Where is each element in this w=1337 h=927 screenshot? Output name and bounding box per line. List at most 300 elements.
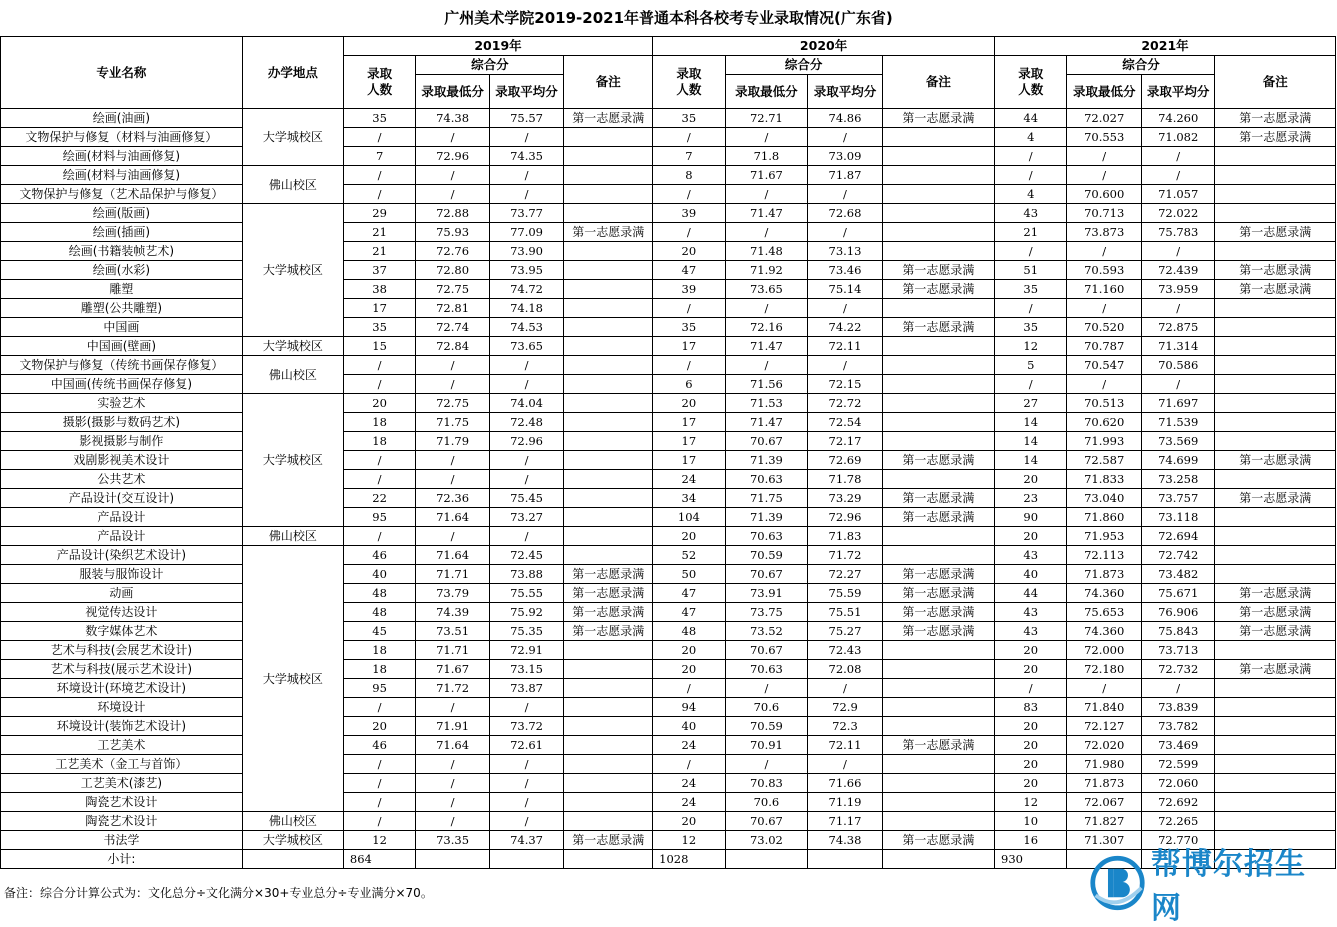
- min-score: 71.75: [725, 489, 808, 508]
- note: [564, 527, 653, 546]
- admit-count: 17: [653, 413, 725, 432]
- campus-name: 大学城校区: [242, 394, 343, 527]
- admit-count: 35: [995, 280, 1067, 299]
- avg-score-header: 录取平均分: [489, 75, 563, 109]
- campus-name: 大学城校区: [242, 546, 343, 812]
- note: [564, 394, 653, 413]
- min-score: /: [725, 299, 808, 318]
- admit-count: 95: [343, 679, 415, 698]
- campus-name: 佛山校区: [242, 812, 343, 831]
- min-score: 73.51: [416, 622, 489, 641]
- avg-score: /: [1141, 242, 1214, 261]
- admit-count: 14: [995, 432, 1067, 451]
- note: 第一志愿录满: [564, 584, 653, 603]
- min-score: /: [725, 223, 808, 242]
- avg-score: 71.19: [808, 793, 882, 812]
- note: [1215, 356, 1336, 375]
- avg-score: 72.265: [1141, 812, 1214, 831]
- min-score: /: [1067, 375, 1141, 394]
- admit-count: 8: [653, 166, 725, 185]
- avg-score: 75.59: [808, 584, 882, 603]
- avg-score: 71.66: [808, 774, 882, 793]
- table-row: [1, 356, 1336, 375]
- min-score: 73.040: [1067, 489, 1141, 508]
- min-score: 71.48: [725, 242, 808, 261]
- min-score: 71.980: [1067, 755, 1141, 774]
- admit-count: 21: [343, 242, 415, 261]
- admit-count: /: [653, 299, 725, 318]
- note: [1215, 774, 1336, 793]
- admit-count: 35: [343, 109, 415, 128]
- avg-score: 72.692: [1141, 793, 1214, 812]
- admit-count: /: [343, 128, 415, 147]
- min-score: 71.67: [725, 166, 808, 185]
- campus-name: 大学城校区: [242, 109, 343, 166]
- min-score: 73.52: [725, 622, 808, 641]
- min-score-header: 录取最低分: [1067, 75, 1141, 109]
- admit-count: 20: [653, 660, 725, 679]
- admit-count: 23: [995, 489, 1067, 508]
- admit-count: 24: [653, 736, 725, 755]
- empty-cell: [416, 850, 489, 869]
- avg-score: /: [489, 166, 563, 185]
- avg-score: 71.082: [1141, 128, 1214, 147]
- avg-score: 72.08: [808, 660, 882, 679]
- admit-count: 18: [343, 413, 415, 432]
- min-score: 70.513: [1067, 394, 1141, 413]
- min-score: /: [725, 128, 808, 147]
- min-score: /: [416, 356, 489, 375]
- note: [1215, 242, 1336, 261]
- avg-score-header: 录取平均分: [808, 75, 882, 109]
- footnote: 备注：综合分计算公式为：文化总分÷文化满分×30+专业总分÷专业满分×70。: [4, 886, 433, 900]
- watermark: [1088, 847, 1328, 926]
- min-score: 71.64: [416, 736, 489, 755]
- admit-count: 20: [343, 717, 415, 736]
- min-score: 73.75: [725, 603, 808, 622]
- header-row-years: [1, 37, 1336, 56]
- note: [564, 451, 653, 470]
- admit-count: 48: [343, 603, 415, 622]
- major-name: 雕塑: [1, 280, 243, 299]
- min-score: 71.993: [1067, 432, 1141, 451]
- note: [564, 793, 653, 812]
- avg-score: 72.72: [808, 394, 882, 413]
- note: 第一志愿录满: [882, 318, 994, 337]
- avg-score: 72.54: [808, 413, 882, 432]
- admit-count: 7: [653, 147, 725, 166]
- avg-score: 76.906: [1141, 603, 1214, 622]
- admit-count: 35: [653, 318, 725, 337]
- admit-count: 5: [995, 356, 1067, 375]
- min-score-header: 录取最低分: [416, 75, 489, 109]
- min-score: 74.39: [416, 603, 489, 622]
- admit-count: 12: [995, 337, 1067, 356]
- avg-score: 72.48: [489, 413, 563, 432]
- admit-count: 21: [343, 223, 415, 242]
- avg-score: 72.3: [808, 717, 882, 736]
- admit-count: 20: [653, 812, 725, 831]
- campus-name: 佛山校区: [242, 356, 343, 394]
- note: [564, 299, 653, 318]
- table-row: [1, 204, 1336, 223]
- min-score: 70.553: [1067, 128, 1141, 147]
- admit-count: /: [343, 527, 415, 546]
- min-score: 72.71: [725, 109, 808, 128]
- avg-score: 72.11: [808, 337, 882, 356]
- note: 第一志愿录满: [1215, 109, 1336, 128]
- major-name: 产品设计: [1, 527, 243, 546]
- avg-score: 73.482: [1141, 565, 1214, 584]
- admit-count: 12: [995, 793, 1067, 812]
- min-score: 71.840: [1067, 698, 1141, 717]
- admit-count: /: [995, 166, 1067, 185]
- avg-score: 73.65: [489, 337, 563, 356]
- major-name: 公共艺术: [1, 470, 243, 489]
- table-row: [1, 128, 1336, 147]
- avg-score: 72.68: [808, 204, 882, 223]
- avg-score: 73.959: [1141, 280, 1214, 299]
- note: [564, 755, 653, 774]
- min-score: 71.39: [725, 508, 808, 527]
- avg-score: /: [808, 679, 882, 698]
- major-name: 产品设计(交互设计): [1, 489, 243, 508]
- major-name: 陶瓷艺术设计: [1, 812, 243, 831]
- min-score: 71.91: [416, 717, 489, 736]
- avg-score: /: [489, 375, 563, 394]
- admit-count: 95: [343, 508, 415, 527]
- avg-score: 75.14: [808, 280, 882, 299]
- note: 第一志愿录满: [1215, 280, 1336, 299]
- note: 第一志愿录满: [882, 584, 994, 603]
- min-score: 70.83: [725, 774, 808, 793]
- min-score: 71.827: [1067, 812, 1141, 831]
- admit-count: 43: [995, 603, 1067, 622]
- avg-score: /: [808, 223, 882, 242]
- admit-count: 4: [995, 128, 1067, 147]
- admit-count: 20: [995, 774, 1067, 793]
- avg-score: /: [1141, 679, 1214, 698]
- major-name: 产品设计: [1, 508, 243, 527]
- min-score: 70.67: [725, 812, 808, 831]
- year-header: 2020年: [653, 37, 995, 56]
- note: 第一志愿录满: [882, 261, 994, 280]
- table-row: [1, 375, 1336, 394]
- major-name: 数字媒体艺术: [1, 622, 243, 641]
- note: 第一志愿录满: [564, 603, 653, 622]
- min-score: 71.75: [416, 413, 489, 432]
- brand-logo-icon: [1088, 852, 1147, 914]
- admit-count: 6: [653, 375, 725, 394]
- admit-count: 20: [653, 641, 725, 660]
- avg-score: 74.38: [808, 831, 882, 850]
- major-name: 影视摄影与制作: [1, 432, 243, 451]
- avg-score: 75.92: [489, 603, 563, 622]
- admit-count: /: [343, 755, 415, 774]
- min-score: 70.600: [1067, 185, 1141, 204]
- avg-score: /: [489, 356, 563, 375]
- note: 第一志愿录满: [1215, 489, 1336, 508]
- admit-count: 20: [343, 394, 415, 413]
- avg-score: 73.569: [1141, 432, 1214, 451]
- min-score: 72.96: [416, 147, 489, 166]
- major-name: 文物保护与修复（传统书画保存修复）: [1, 356, 243, 375]
- min-score: 70.59: [725, 717, 808, 736]
- min-score: /: [416, 470, 489, 489]
- min-score: /: [416, 527, 489, 546]
- min-score: /: [416, 128, 489, 147]
- min-score: 71.47: [725, 204, 808, 223]
- min-score: 72.020: [1067, 736, 1141, 755]
- table-row: [1, 641, 1336, 660]
- avg-score: /: [808, 185, 882, 204]
- admit-count: 20: [653, 527, 725, 546]
- note: [564, 660, 653, 679]
- empty-cell: [242, 850, 343, 869]
- major-name: 绘画(材料与油画修复): [1, 147, 243, 166]
- major-name: 文物保护与修复（材料与油画修复）: [1, 128, 243, 147]
- avg-score: 71.78: [808, 470, 882, 489]
- avg-score: /: [489, 698, 563, 717]
- avg-score: 74.04: [489, 394, 563, 413]
- table-row: [1, 489, 1336, 508]
- avg-score: 72.599: [1141, 755, 1214, 774]
- note: [1215, 812, 1336, 831]
- avg-score: 73.713: [1141, 641, 1214, 660]
- table-row: [1, 337, 1336, 356]
- note: [882, 337, 994, 356]
- note: 第一志愿录满: [1215, 451, 1336, 470]
- min-score: /: [416, 698, 489, 717]
- note: 第一志愿录满: [564, 622, 653, 641]
- min-score: 73.02: [725, 831, 808, 850]
- note: [882, 755, 994, 774]
- count-header: 录取人数: [995, 56, 1067, 109]
- avg-score: 75.671: [1141, 584, 1214, 603]
- admit-count: 43: [995, 622, 1067, 641]
- note: 第一志愿录满: [1215, 603, 1336, 622]
- note: 第一志愿录满: [882, 508, 994, 527]
- admit-count: /: [343, 470, 415, 489]
- admit-count: 90: [995, 508, 1067, 527]
- avg-score: /: [489, 793, 563, 812]
- admit-count: 18: [343, 660, 415, 679]
- note: [882, 698, 994, 717]
- note: [1215, 641, 1336, 660]
- major-name: 绘画(水彩): [1, 261, 243, 280]
- table-row: [1, 698, 1336, 717]
- note: [1215, 413, 1336, 432]
- note: [882, 299, 994, 318]
- subtotal-count: 930: [995, 850, 1067, 869]
- admit-count: 15: [343, 337, 415, 356]
- major-name: 产品设计(染织艺术设计): [1, 546, 243, 565]
- admit-count: 21: [995, 223, 1067, 242]
- avg-score: 77.09: [489, 223, 563, 242]
- major-name: 工艺美术(漆艺): [1, 774, 243, 793]
- avg-score: /: [489, 128, 563, 147]
- avg-score: 73.15: [489, 660, 563, 679]
- note: [882, 812, 994, 831]
- avg-score: 73.46: [808, 261, 882, 280]
- note: [882, 394, 994, 413]
- table-row: [1, 451, 1336, 470]
- note: [882, 470, 994, 489]
- avg-score: 71.539: [1141, 413, 1214, 432]
- admit-count: 38: [343, 280, 415, 299]
- admit-count: 40: [995, 565, 1067, 584]
- admit-count: /: [343, 166, 415, 185]
- note: 第一志愿录满: [1215, 584, 1336, 603]
- page-title: 广州美术学院2019-2021年普通本科各校考专业录取情况(广东省): [444, 9, 893, 27]
- note: [564, 280, 653, 299]
- note: [1215, 717, 1336, 736]
- note: 第一志愿录满: [882, 565, 994, 584]
- note: [1215, 318, 1336, 337]
- admit-count: /: [653, 356, 725, 375]
- min-score: 70.520: [1067, 318, 1141, 337]
- major-name: 服装与服饰设计: [1, 565, 243, 584]
- avg-score: 73.839: [1141, 698, 1214, 717]
- avg-score: 73.09: [808, 147, 882, 166]
- min-score: 71.92: [725, 261, 808, 280]
- table-row: [1, 546, 1336, 565]
- avg-score: 72.022: [1141, 204, 1214, 223]
- min-score: 72.027: [1067, 109, 1141, 128]
- admit-count: 20: [995, 660, 1067, 679]
- note: [882, 527, 994, 546]
- note: [1215, 185, 1336, 204]
- admit-count: /: [343, 375, 415, 394]
- note: [882, 660, 994, 679]
- admit-count: 24: [653, 793, 725, 812]
- empty-cell: [489, 850, 563, 869]
- admit-count: 43: [995, 204, 1067, 223]
- avg-score: 72.439: [1141, 261, 1214, 280]
- avg-score: /: [489, 755, 563, 774]
- table-row: [1, 432, 1336, 451]
- admit-count: 20: [653, 394, 725, 413]
- avg-score: 72.96: [808, 508, 882, 527]
- avg-score: 75.51: [808, 603, 882, 622]
- min-score: 72.75: [416, 280, 489, 299]
- note-header: 备注: [1215, 56, 1336, 109]
- avg-score: 72.15: [808, 375, 882, 394]
- avg-score: 72.91: [489, 641, 563, 660]
- min-score: 73.873: [1067, 223, 1141, 242]
- campus-name: 佛山校区: [242, 527, 343, 546]
- min-score: 70.67: [725, 432, 808, 451]
- min-score: 70.91: [725, 736, 808, 755]
- admit-count: 20: [995, 755, 1067, 774]
- admit-count: 20: [995, 641, 1067, 660]
- admit-count: 40: [653, 717, 725, 736]
- note: 第一志愿录满: [564, 565, 653, 584]
- avg-score: 72.732: [1141, 660, 1214, 679]
- avg-score: 75.55: [489, 584, 563, 603]
- min-score: 70.787: [1067, 337, 1141, 356]
- avg-score: 72.694: [1141, 527, 1214, 546]
- subtotal-count: 864: [343, 850, 415, 869]
- min-score: /: [416, 185, 489, 204]
- min-score: 72.180: [1067, 660, 1141, 679]
- note: [564, 147, 653, 166]
- note: [564, 318, 653, 337]
- note: [1215, 432, 1336, 451]
- note: [882, 774, 994, 793]
- avg-score: 71.87: [808, 166, 882, 185]
- table-row: [1, 603, 1336, 622]
- admit-count: /: [343, 356, 415, 375]
- avg-score: /: [1141, 299, 1214, 318]
- min-score: 71.160: [1067, 280, 1141, 299]
- note: [564, 413, 653, 432]
- note-header: 备注: [564, 56, 653, 109]
- avg-score: 72.11: [808, 736, 882, 755]
- min-score: 70.67: [725, 565, 808, 584]
- min-score: 70.713: [1067, 204, 1141, 223]
- min-score-header: 录取最低分: [725, 75, 808, 109]
- table-row: [1, 261, 1336, 280]
- watermark-text: 帮博尔招生网: [1151, 847, 1306, 926]
- admit-count: 47: [653, 261, 725, 280]
- note: [882, 204, 994, 223]
- admit-count: 22: [343, 489, 415, 508]
- table-row: [1, 812, 1336, 831]
- major-name: 绘画(版画): [1, 204, 243, 223]
- avg-score: 75.57: [489, 109, 563, 128]
- avg-score: /: [808, 755, 882, 774]
- subtotal-label: 小计:: [1, 850, 243, 869]
- major-name: 戏剧影视美术设计: [1, 451, 243, 470]
- avg-score: 75.35: [489, 622, 563, 641]
- admit-count: 20: [995, 717, 1067, 736]
- note: 第一志愿录满: [1215, 622, 1336, 641]
- min-score: 71.53: [725, 394, 808, 413]
- note: [564, 470, 653, 489]
- campus-name: 大学城校区: [242, 831, 343, 850]
- min-score: 72.16: [725, 318, 808, 337]
- min-score: 71.873: [1067, 565, 1141, 584]
- note-header: 备注: [882, 56, 994, 109]
- admit-count: 12: [653, 831, 725, 850]
- admit-count: 35: [343, 318, 415, 337]
- major-name: 环境设计(装饰艺术设计): [1, 717, 243, 736]
- avg-score: 71.057: [1141, 185, 1214, 204]
- major-name: 动画: [1, 584, 243, 603]
- note: [882, 128, 994, 147]
- note: 第一志愿录满: [882, 622, 994, 641]
- table-row: [1, 318, 1336, 337]
- avg-score: 74.53: [489, 318, 563, 337]
- avg-score: /: [489, 470, 563, 489]
- avg-score: 72.9: [808, 698, 882, 717]
- admit-count: 24: [653, 470, 725, 489]
- major-name: 工艺美术（金工与首饰）: [1, 755, 243, 774]
- major-name: 文物保护与修复（艺术品保护与修复）: [1, 185, 243, 204]
- admit-count: 10: [995, 812, 1067, 831]
- avg-score: 73.95: [489, 261, 563, 280]
- admit-count: /: [653, 223, 725, 242]
- note: 第一志愿录满: [1215, 128, 1336, 147]
- empty-cell: [725, 850, 808, 869]
- min-score: 71.67: [416, 660, 489, 679]
- min-score: 71.873: [1067, 774, 1141, 793]
- admit-count: 17: [653, 337, 725, 356]
- avg-score: 71.697: [1141, 394, 1214, 413]
- avg-score: 72.060: [1141, 774, 1214, 793]
- note: [564, 508, 653, 527]
